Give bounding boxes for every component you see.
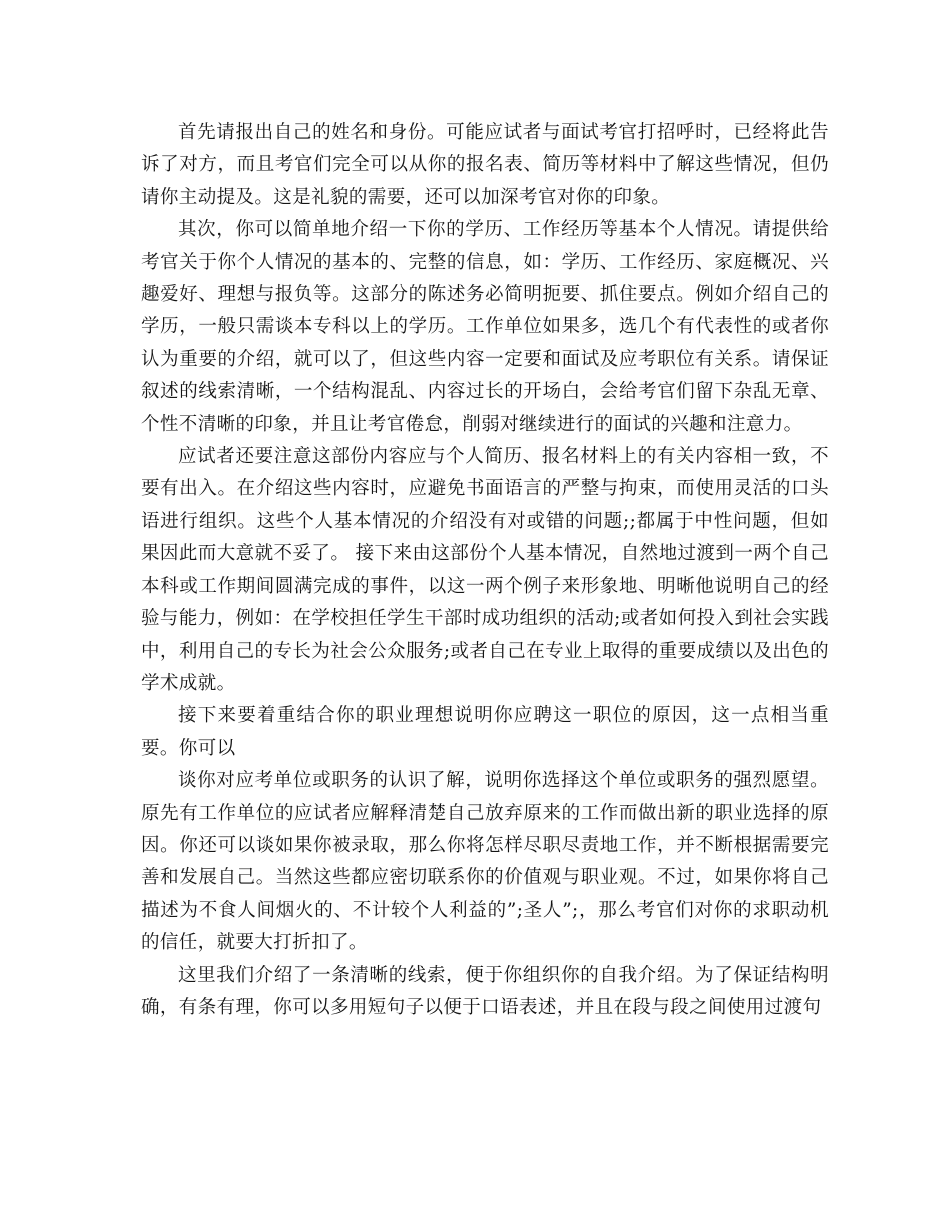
paragraph-understanding: 谈你对应考单位或职务的认识了解，说明你选择这个单位或职务的强烈愿望。原先有工作单位的应试者应解释清楚自己放弃原来的工作而做出新的职业选择的原因。你还可以谈如果你被录取，那么你将怎样尽职尽责地工作，并不断根据需要完善和发展自己。当然这些都应密切联系你的价值观与职业观。不过，如果你将自己描述为不食人间烟火的、不计较个人利益的”;圣人”;，那么考官们对你的求职动机的信任，就要大打折扣了。 [141,770,829,954]
document-body [141,117,829,1024]
paragraph-education-experience: 其次，你可以简单地介绍一下你的学历、工作经历等基本个人情况。请提供给考官关于你个人情况的基本的、完整的信息，如：学历、工作经历、家庭概况、兴趣爱好、理想与报负等。这部分的陈述务必简明扼要、抓住要点。例如介绍自己的学历，一般只需谈本专科以上的学历。工作单位如果多，选几个有代表性的或者你认为重要的介绍，就可以了，但这些内容一定要和面试及应考职位有关系。请保证叙述的线索清晰，一个结构混乱、内容过长的开场白，会给考官们留下杂乱无章、个性不清晰的印象，并且让考官倦怠，削弱对继续进行的面试的兴趣和注意力。 [141,219,829,435]
paragraph-consistency: 应试者还要注意这部份内容应与个人简历、报名材料上的有关内容相一致，不要有出入。在介绍这些内容时，应避免书面语言的严整与拘束，而使用灵活的口头语进行组织。这些个人基本情况的介绍没有对或错的问题;;都属于中性问题，但如果因此而大意就不妥了。 接下来由这部份个人基本情况，自然地过渡到一两个自己本科或工作期间圆满完成的事件，以这一两个例子来形象地、明晰他说明自己的经验与能力，例如：在学校担任学生干部时成功组织的活动;或者如何投入到社会实践中，利用自己的专长为社会公众服务;或者自己在专业上取得的重要成绩以及出色的学术成就。 [141,446,829,694]
paragraph-intro-name: 首先请报出自己的姓名和身份。可能应试者与面试考官打招呼时，已经将此告诉了对方，而且考官们完全可以从你的报名表、简历等材料中了解这些情况，但仍请你主动提及。这是礼貌的需要，还可以加深考官对你的印象。 [141,122,829,208]
paragraph-structure: 这里我们介绍了一条清晰的线索，便于你组织你的自我介绍。为了保证结构明确，有条有理，你可以多用短句子以便于口语表述，并且在段与段之间使用过渡句 [141,964,829,1018]
paragraph-career-goal: 接下来要着重结合你的职业理想说明你应聘这一职位的原因，这一点相当重要。你可以 [141,705,829,759]
